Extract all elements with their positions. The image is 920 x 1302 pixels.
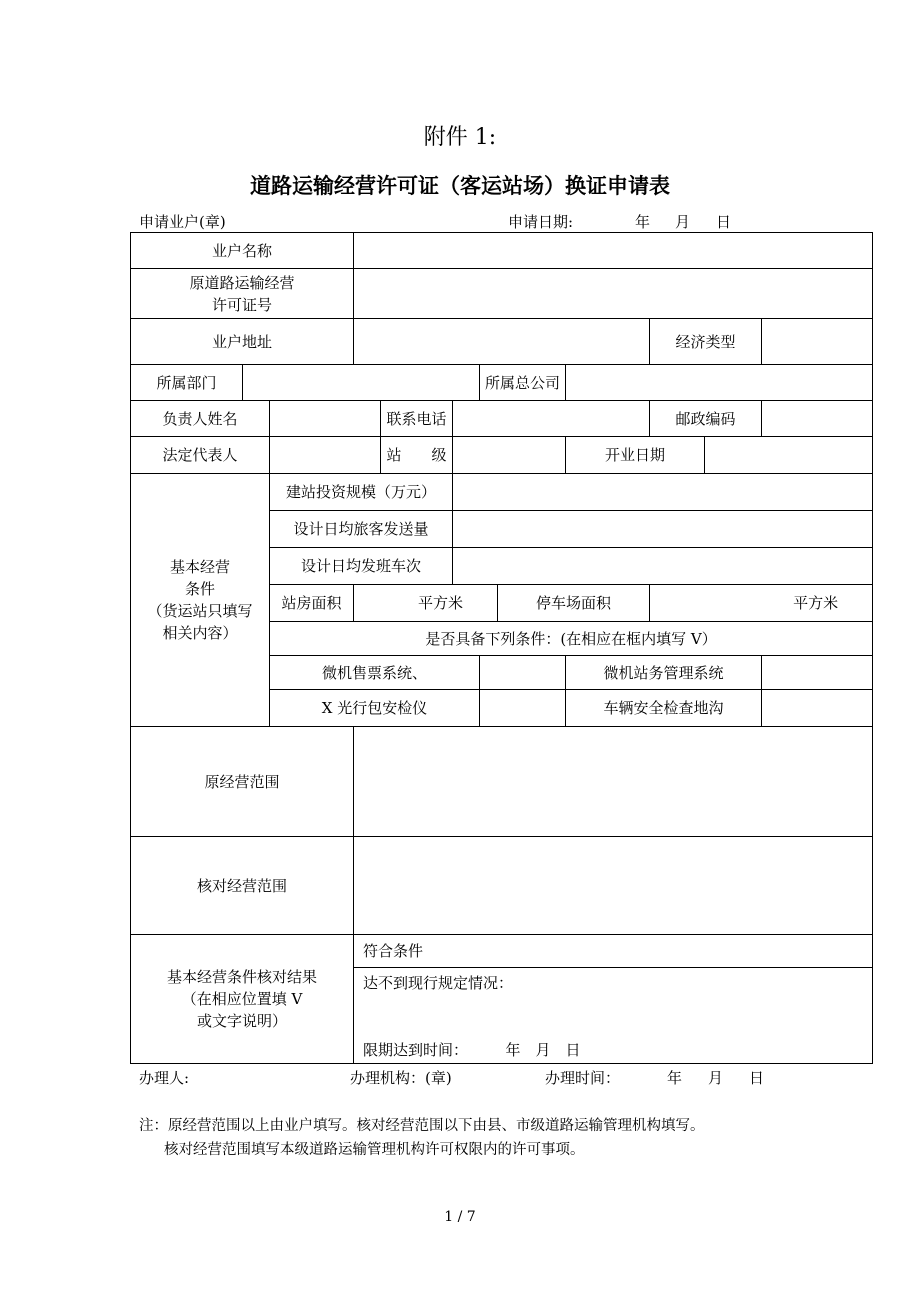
- station-mgmt-system-check[interactable]: [762, 656, 873, 690]
- note-line-2: 核对经营范围填写本级道路运输管理机构许可权限内的许可事项。: [164, 1142, 585, 1158]
- basic-conditions-line4: 相关内容）: [162, 624, 238, 642]
- original-permit-line2: 许可证号: [212, 295, 273, 314]
- applicant-label: 申请业户(章): [139, 213, 226, 231]
- economic-type-label: 经济类型: [650, 319, 762, 365]
- original-permit-line1: 原道路运输经营: [189, 273, 295, 292]
- non-compliant-label: 达不到现行规定情况：: [363, 974, 514, 992]
- postal-code-label: 邮政编码: [650, 401, 762, 437]
- original-permit-label: [131, 269, 354, 319]
- basic-conditions-line3: （货运站只填写: [147, 602, 253, 620]
- head-company-field[interactable]: [566, 365, 873, 401]
- station-area-field[interactable]: 平方米: [354, 585, 498, 622]
- basic-conditions-line1: 基本经营: [169, 558, 230, 576]
- person-in-charge-label: 负责人姓名: [131, 401, 270, 437]
- process-year: 年: [667, 1069, 683, 1087]
- verified-scope-label: 核对经营范围: [131, 837, 354, 935]
- business-address-label: 业户地址: [131, 319, 354, 365]
- verified-scope-field[interactable]: [354, 837, 873, 935]
- deadline-label: 限期达到时间： 年 月 日: [363, 1041, 581, 1059]
- postal-code-field[interactable]: [762, 401, 873, 437]
- process-month: 月: [708, 1069, 724, 1087]
- original-scope-field[interactable]: [354, 727, 873, 837]
- daily-departures-label: 设计日均发班车次: [270, 548, 453, 585]
- business-name-field[interactable]: [354, 233, 873, 269]
- legal-rep-label: 法定代表人: [131, 437, 270, 474]
- basic-conditions-label: [131, 474, 270, 727]
- inspection-pit-label: 车辆安全检查地沟: [566, 690, 762, 727]
- business-name-label: 业户名称: [131, 233, 354, 269]
- person-in-charge-field[interactable]: [270, 401, 381, 437]
- parking-area-field[interactable]: 平方米: [650, 585, 873, 622]
- station-mgmt-system-label: 微机站务管理系统: [566, 656, 762, 690]
- non-compliant-field[interactable]: [354, 968, 873, 1064]
- daily-departures-field[interactable]: [453, 548, 873, 585]
- xray-label: X 光行包安检仪: [270, 690, 480, 727]
- process-day: 日: [749, 1069, 765, 1087]
- verification-result-line2: （在相应位置填 V: [181, 990, 303, 1008]
- ticket-system-check[interactable]: [480, 656, 566, 690]
- department-field[interactable]: [243, 365, 480, 401]
- original-permit-field[interactable]: [354, 269, 873, 319]
- economic-type-field[interactable]: [762, 319, 873, 365]
- inspection-pit-check[interactable]: [762, 690, 873, 727]
- xray-check[interactable]: [480, 690, 566, 727]
- investment-scale-label: 建站投资规模（万元）: [270, 474, 453, 511]
- contact-phone-field[interactable]: [453, 401, 650, 437]
- investment-scale-field[interactable]: [453, 474, 873, 511]
- daily-passengers-field[interactable]: [453, 511, 873, 548]
- station-area-label: 站房面积: [270, 585, 354, 622]
- contact-phone-label: 联系电话: [381, 401, 453, 437]
- application-date-label: 申请日期:: [508, 213, 574, 231]
- verification-result-label: [131, 935, 354, 1064]
- attachment-label: 附件 1:: [423, 125, 497, 150]
- daily-passengers-label: 设计日均旅客发送量: [270, 511, 453, 548]
- ticket-system-label: 微机售票系统、: [270, 656, 480, 690]
- verification-result-line1: 基本经营条件核对结果: [167, 968, 318, 986]
- station-level-field[interactable]: [453, 437, 566, 474]
- original-scope-label: 原经营范围: [131, 727, 354, 837]
- verification-result-line3: 或文字说明）: [197, 1012, 288, 1030]
- opening-date-field[interactable]: [705, 437, 873, 474]
- conditions-prompt: 是否具备下列条件：(在相应在框内填写 V）: [270, 622, 873, 656]
- form-title: 道路运输经营许可证（客运站场）换证申请表: [250, 174, 670, 198]
- basic-conditions-line2: 条件: [184, 580, 215, 598]
- date-year: 年: [635, 213, 651, 231]
- legal-rep-field[interactable]: [270, 437, 381, 474]
- opening-date-label: 开业日期: [566, 437, 705, 474]
- compliant-option[interactable]: 符合条件: [354, 935, 873, 968]
- station-level-label: 站 级: [381, 437, 453, 474]
- agency-label: 办理机构：(章): [350, 1069, 452, 1087]
- process-time-label: 办理时间：: [545, 1069, 621, 1087]
- application-form-table: [130, 232, 873, 1064]
- head-company-label: 所属总公司: [480, 365, 566, 401]
- date-day: 日: [716, 213, 732, 231]
- page-number: 1 / 7: [444, 1209, 476, 1225]
- note-line-1: 注：原经营范围以上由业户填写。核对经营范围以下由县、市级道路运输管理机构填写。: [139, 1118, 705, 1134]
- department-label: 所属部门: [131, 365, 243, 401]
- parking-area-label: 停车场面积: [498, 585, 650, 622]
- handler-label: 办理人:: [139, 1069, 190, 1087]
- date-month: 月: [675, 213, 691, 231]
- business-address-field[interactable]: [354, 319, 650, 365]
